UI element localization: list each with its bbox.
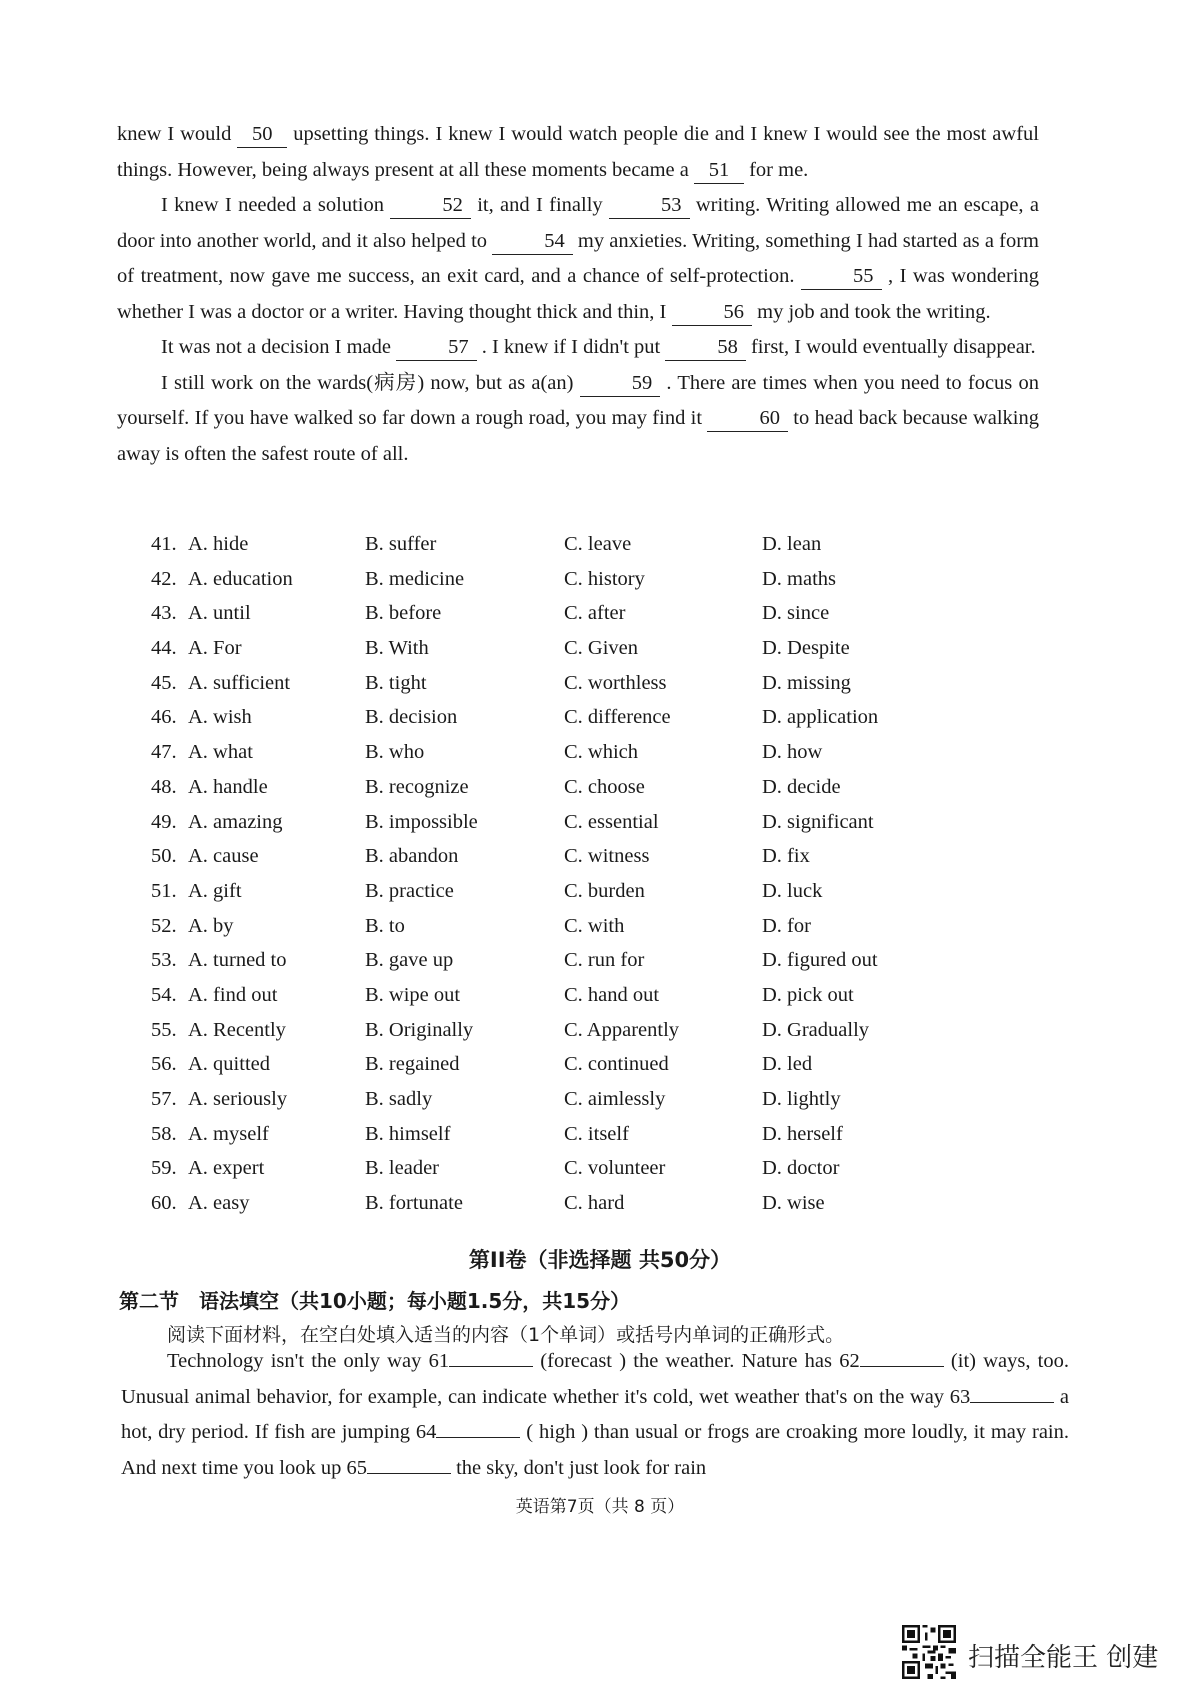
question-row: [151, 915, 951, 950]
question-row: [151, 776, 951, 811]
question-row: [151, 1192, 951, 1227]
option-c: C. leave: [564, 533, 632, 555]
paragraph: [121, 1344, 1069, 1486]
option-d: D. significant: [762, 810, 874, 833]
question-row: [151, 568, 951, 603]
option-a: A. For: [188, 637, 242, 660]
blank-56: 56: [672, 299, 753, 326]
option-b: B. decision: [365, 706, 458, 729]
option-b: B. medicine: [365, 567, 465, 590]
question-row: [151, 533, 951, 568]
option-b: B. fortunate: [365, 1192, 463, 1215]
blank-55: 55: [801, 263, 882, 290]
option-a: A. seriously: [188, 1088, 288, 1110]
fill-blank-64: [436, 1417, 520, 1438]
question-row: [151, 1088, 951, 1123]
option-a: A. easy: [188, 1192, 250, 1215]
passage-text: I still work on the wards(病房) now, but as a(an): [161, 371, 580, 394]
blank-53: 53: [609, 192, 690, 219]
passage-text: my anxieties. Writing, something I had started as a form of treatment, now gave me success, an exit card, and a chance of self-protection.: [117, 229, 1039, 287]
option-a: A. handle: [188, 775, 268, 798]
passage-text: . I knew if I didn't put: [476, 336, 666, 358]
question-number: 51.: [151, 879, 177, 902]
passage-text: first, I would eventually disappear.: [745, 336, 1036, 358]
passage-text: writing. Writing allowed me an escape, a door into another world, and it also helped to: [117, 194, 1039, 252]
question-number: 56.: [151, 1053, 177, 1076]
option-c: C. choose: [564, 775, 645, 798]
option-d: D. lean: [762, 533, 822, 555]
question-number: 48.: [151, 775, 177, 798]
option-a: A. sufficient: [188, 671, 291, 694]
option-b: B. gave up: [365, 949, 454, 972]
option-d: D. wise: [762, 1192, 825, 1215]
question-number: 50.: [151, 845, 177, 868]
question-number: 59.: [151, 1157, 177, 1180]
option-b: B. recognize: [365, 775, 469, 798]
blank-57: 57: [396, 334, 477, 361]
passage-text: . There are times when you need to focus on yourself. If you have walked so far down a rough road, you may find it: [117, 371, 1039, 429]
question-row: [151, 845, 951, 880]
option-c: C. Apparently: [564, 1018, 680, 1041]
question-row: [151, 1053, 951, 1088]
option-b: B. before: [365, 602, 442, 625]
option-b: B. abandon: [365, 845, 459, 868]
option-c: C. hard: [564, 1192, 625, 1215]
option-a: A. by: [188, 914, 234, 937]
question-number: 57.: [151, 1088, 177, 1110]
option-d: D. figured out: [762, 949, 878, 972]
option-d: D. Gradually: [762, 1018, 870, 1041]
option-c: C. with: [564, 914, 625, 937]
option-d: D. since: [762, 602, 830, 625]
option-b: B. With: [365, 637, 429, 660]
question-number: 46.: [151, 706, 177, 729]
passage-text: (it) ways, too. Unusual animal behavior, for example, can indicate whether it's cold, wet weather that's on the way 63: [121, 1350, 1069, 1408]
option-b: B. to: [365, 914, 405, 937]
fill-blank-62: [860, 1346, 944, 1367]
option-d: D. missing: [762, 671, 851, 694]
question-row: [151, 1019, 951, 1054]
option-a: A. amazing: [188, 810, 283, 833]
option-a: A. cause: [188, 845, 259, 868]
option-a: A. quitted: [188, 1053, 270, 1076]
passage-text: the sky, don't just look for rain: [450, 1456, 707, 1479]
paragraph: [117, 117, 1039, 188]
cloze-passage: [117, 117, 1039, 472]
option-b: B. himself: [365, 1122, 451, 1145]
question-number: 41.: [151, 533, 177, 555]
option-d: D. decide: [762, 775, 841, 798]
option-d: D. herself: [762, 1122, 843, 1145]
question-row: [151, 984, 951, 1019]
option-c: C. run for: [564, 949, 645, 972]
question-row: [151, 880, 951, 915]
paragraph: [117, 366, 1039, 473]
option-d: D. led: [762, 1053, 813, 1076]
option-c: C. worthless: [564, 671, 667, 694]
option-a: A. find out: [188, 983, 278, 1006]
instruction-text: 阅读下面材料，在空白处填入适当的内容（1个单词）或括号内单词的正确形式。: [167, 1324, 845, 1346]
question-number: 44.: [151, 637, 177, 660]
paragraph: [117, 330, 1039, 366]
question-row: [151, 602, 951, 637]
passage-text: (forecast ) the weather. Nature has 62: [533, 1350, 860, 1372]
option-d: D. pick out: [762, 983, 854, 1006]
blank-51: 51: [694, 157, 744, 184]
question-number: 49.: [151, 810, 177, 833]
blank-58: 58: [665, 334, 746, 361]
option-c: C. history: [564, 567, 645, 590]
option-d: D. application: [762, 706, 879, 729]
passage-text: knew I would: [117, 123, 238, 145]
blank-60: 60: [707, 405, 788, 432]
option-a: A. wish: [188, 706, 252, 729]
option-b: B. wipe out: [365, 983, 461, 1006]
option-b: B. who: [365, 741, 425, 764]
question-row: [151, 1123, 951, 1158]
option-a: A. gift: [188, 879, 242, 902]
option-b: B. sadly: [365, 1088, 433, 1110]
passage-text: to head back because walking away is often the safest route of all.: [117, 407, 1039, 465]
question-row: [151, 637, 951, 672]
passage-text: I knew I needed a solution: [161, 194, 391, 216]
blank-52: 52: [390, 192, 471, 219]
blank-50: 50: [237, 121, 287, 148]
fill-blank-65: [367, 1453, 451, 1474]
option-c: C. continued: [564, 1053, 669, 1076]
options-list: [151, 533, 951, 1227]
question-number: 58.: [151, 1122, 177, 1145]
question-row: [151, 949, 951, 984]
passage-text: a hot, dry period. If fish are jumping 64: [121, 1385, 1069, 1443]
grammar-passage: [121, 1344, 1069, 1486]
section-title: 第II卷（非选择题 共50分）: [468, 1248, 732, 1272]
option-c: C. witness: [564, 845, 650, 868]
option-a: A. until: [188, 602, 251, 625]
question-number: 55.: [151, 1018, 177, 1041]
qr-code-icon: [902, 1625, 956, 1679]
option-c: C. itself: [564, 1122, 629, 1145]
option-c: C. volunteer: [564, 1157, 666, 1180]
option-a: A. what: [188, 741, 253, 764]
passage-text: upsetting things. I knew I would watch people die and I knew I would see the most awful things. However, being always present at all these moments became a: [117, 123, 1039, 181]
question-number: 52.: [151, 914, 177, 937]
option-d: D. maths: [762, 567, 837, 590]
option-a: A. myself: [188, 1122, 269, 1145]
option-d: D. fix: [762, 845, 810, 868]
option-c: C. burden: [564, 879, 645, 902]
option-d: D. Despite: [762, 637, 850, 660]
passage-text: , I was wondering whether I was a doctor or a writer. Having thought thick and thin, I: [117, 265, 1039, 323]
option-b: B. Originally: [365, 1018, 474, 1041]
watermark-text: 扫描全能王 创建: [968, 1643, 1159, 1673]
blank-54: 54: [492, 228, 573, 255]
question-row: [151, 811, 951, 846]
question-row: [151, 672, 951, 707]
option-a: A. Recently: [188, 1018, 286, 1041]
option-c: C. after: [564, 602, 626, 625]
option-a: A. turned to: [188, 949, 287, 972]
fill-blank-61: [449, 1346, 533, 1367]
option-c: C. which: [564, 741, 639, 764]
option-c: C. difference: [564, 706, 671, 729]
option-d: D. for: [762, 914, 811, 937]
option-d: D. luck: [762, 879, 823, 902]
option-b: B. impossible: [365, 810, 478, 833]
option-b: B. leader: [365, 1157, 439, 1180]
question-row: [151, 1157, 951, 1192]
option-b: B. suffer: [365, 533, 437, 555]
option-c: C. aimlessly: [564, 1088, 666, 1110]
passage-text: my job and took the writing.: [752, 300, 991, 323]
question-number: 42.: [151, 567, 177, 590]
option-b: B. tight: [365, 671, 427, 694]
passage-text: Technology isn't the only way 61: [167, 1350, 450, 1372]
passage-text: it, and I finally: [470, 194, 610, 216]
option-b: B. regained: [365, 1053, 460, 1076]
option-a: A. education: [188, 567, 293, 590]
question-number: 53.: [151, 949, 177, 972]
passage-text: ( high ) than usual or frogs are croaking more loudly, it may rain. And next time you look up 65: [121, 1421, 1069, 1479]
blank-59: 59: [580, 370, 661, 397]
question-number: 45.: [151, 671, 177, 694]
option-d: D. doctor: [762, 1157, 840, 1180]
question-number: 43.: [151, 602, 177, 625]
option-b: B. practice: [365, 879, 454, 902]
page-footer: 英语第7页（共 8 页）: [515, 1497, 685, 1517]
passage-text: It was not a decision I made: [161, 336, 397, 358]
question-number: 60.: [151, 1192, 177, 1215]
question-row: [151, 706, 951, 741]
option-c: C. hand out: [564, 983, 660, 1006]
paragraph: [117, 188, 1039, 330]
fill-blank-63: [970, 1382, 1054, 1403]
question-number: 54.: [151, 983, 177, 1006]
option-c: C. Given: [564, 637, 639, 660]
option-a: A. expert: [188, 1157, 265, 1180]
passage-text: for me.: [743, 158, 809, 181]
option-d: D. how: [762, 741, 823, 764]
question-number: 47.: [151, 741, 177, 764]
question-row: [151, 741, 951, 776]
option-a: A. hide: [188, 533, 249, 555]
option-c: C. essential: [564, 810, 659, 833]
section-subtitle: 第二节 语法填空（共10小题；每小题1.5分，共15分）: [119, 1289, 631, 1313]
option-d: D. lightly: [762, 1088, 841, 1110]
